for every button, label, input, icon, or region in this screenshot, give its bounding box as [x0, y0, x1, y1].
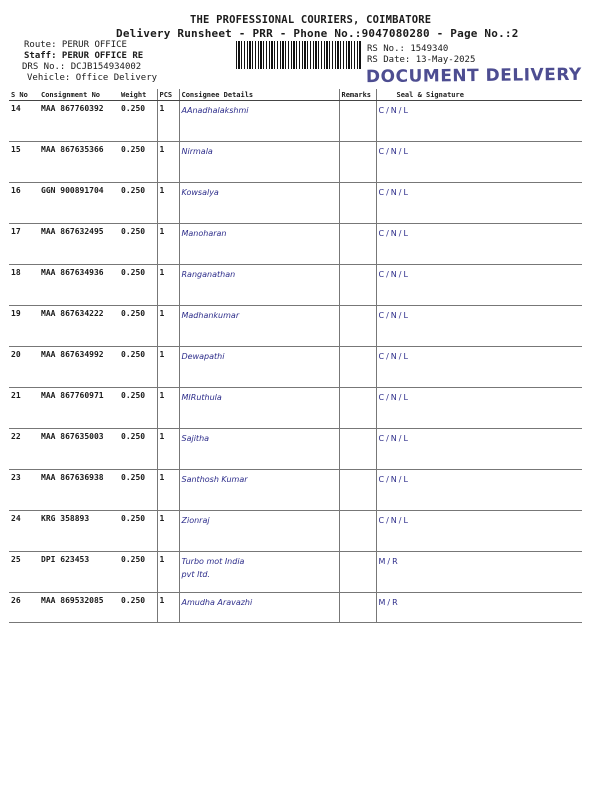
seal-signature: C/N/L	[376, 142, 582, 183]
table-row	[9, 306, 582, 347]
serial-number: 20	[9, 347, 39, 388]
seal-signature: C/N/L	[376, 183, 582, 224]
table-row	[9, 142, 582, 183]
weight-value: 0.250	[119, 552, 157, 593]
seal-signature: C/N/L	[376, 511, 582, 552]
pieces-count: 1	[157, 306, 179, 347]
serial-number: 25	[9, 552, 39, 593]
weight-value: 0.250	[119, 429, 157, 470]
remarks-cell	[339, 552, 376, 593]
pieces-count: 1	[157, 224, 179, 265]
remarks-cell	[339, 388, 376, 429]
consignment-number: MAA 867635366	[39, 142, 119, 183]
serial-number: 19	[9, 306, 39, 347]
consignee-name: Amudha Aravazhi	[179, 593, 339, 623]
weight-value: 0.250	[119, 347, 157, 388]
weight-value: 0.250	[119, 101, 157, 142]
seal-signature: M/R	[376, 593, 582, 623]
table-header-row	[9, 89, 582, 101]
barcode-image	[236, 41, 361, 69]
column-header: Remarks	[339, 89, 376, 101]
seal-signature: C/N/L	[376, 101, 582, 142]
column-header: S No	[9, 89, 39, 101]
seal-signature: C/N/L	[376, 347, 582, 388]
remarks-cell	[339, 224, 376, 265]
consignment-number: KRG 358893	[39, 511, 119, 552]
consignment-number: MAA 867636938	[39, 470, 119, 511]
seal-signature: C/N/L	[376, 265, 582, 306]
serial-number: 15	[9, 142, 39, 183]
consignee-name: MIRuthula	[179, 388, 339, 429]
consignee-name: AAnadhalakshmi	[179, 101, 339, 142]
serial-number: 17	[9, 224, 39, 265]
remarks-cell	[339, 142, 376, 183]
remarks-cell	[339, 511, 376, 552]
document-delivery-stamp: DOCUMENT DELIVERY	[365, 64, 582, 88]
weight-value: 0.250	[119, 593, 157, 623]
runsheet-table	[9, 89, 582, 623]
pieces-count: 1	[157, 101, 179, 142]
remarks-cell	[339, 347, 376, 388]
table-row	[9, 347, 582, 388]
weight-value: 0.250	[119, 183, 157, 224]
remarks-cell	[339, 265, 376, 306]
pieces-count: 1	[157, 388, 179, 429]
table-row	[9, 101, 582, 142]
weight-value: 0.250	[119, 224, 157, 265]
company-title: THE PROFESSIONAL COURIERS, COIMBATORE	[190, 14, 432, 26]
pieces-count: 1	[157, 142, 179, 183]
consignee-name: Madhankumar	[179, 306, 339, 347]
weight-value: 0.250	[119, 470, 157, 511]
weight-value: 0.250	[119, 388, 157, 429]
rs-date: RS Date: 13-May-2025	[367, 55, 476, 65]
serial-number: 26	[9, 593, 39, 623]
seal-signature: M/R	[376, 552, 582, 593]
seal-signature: C/N/L	[376, 429, 582, 470]
consignment-number: MAA 867760392	[39, 101, 119, 142]
remarks-cell	[339, 306, 376, 347]
consignee-name: Turbo mot India pvt ltd.	[179, 552, 339, 593]
seal-signature: C/N/L	[376, 470, 582, 511]
table-row	[9, 265, 582, 306]
remarks-cell	[339, 101, 376, 142]
table-row	[9, 183, 582, 224]
weight-value: 0.250	[119, 265, 157, 306]
consignment-number: MAA 867634936	[39, 265, 119, 306]
column-header: PCS	[157, 89, 179, 101]
serial-number: 22	[9, 429, 39, 470]
pieces-count: 1	[157, 593, 179, 623]
rs-number: RS No.: 1549340	[367, 44, 449, 54]
vehicle-label: Vehicle: Office Delivery	[27, 73, 158, 83]
consignee-name: Kowsalya	[179, 183, 339, 224]
weight-value: 0.250	[119, 142, 157, 183]
consignee-name: Santhosh Kumar	[179, 470, 339, 511]
seal-signature: C/N/L	[376, 224, 582, 265]
pieces-count: 1	[157, 429, 179, 470]
remarks-cell	[339, 470, 376, 511]
serial-number: 24	[9, 511, 39, 552]
consignee-name: Nirmala	[179, 142, 339, 183]
table-row	[9, 470, 582, 511]
consignee-name: Manoharan	[179, 224, 339, 265]
serial-number: 18	[9, 265, 39, 306]
consignment-number: MAA 867634992	[39, 347, 119, 388]
weight-value: 0.250	[119, 306, 157, 347]
pieces-count: 1	[157, 183, 179, 224]
consignee-name: Dewapathi	[179, 347, 339, 388]
column-header: Consignee Details	[179, 89, 339, 101]
table-row	[9, 224, 582, 265]
consignee-name: Sajitha	[179, 429, 339, 470]
column-header: Weight	[119, 89, 157, 101]
remarks-cell	[339, 429, 376, 470]
pieces-count: 1	[157, 265, 179, 306]
consignment-number: MAA 867632495	[39, 224, 119, 265]
seal-signature: C/N/L	[376, 388, 582, 429]
table-row	[9, 593, 582, 623]
weight-value: 0.250	[119, 511, 157, 552]
table-row	[9, 388, 582, 429]
seal-signature: C/N/L	[376, 306, 582, 347]
runsheet-subtitle: Delivery Runsheet - PRR - Phone No.:9047080280 - Page No.:2	[116, 27, 519, 40]
serial-number: 21	[9, 388, 39, 429]
consignment-number: MAA 869532085	[39, 593, 119, 623]
serial-number: 14	[9, 101, 39, 142]
route-label: Route: PERUR OFFICE	[24, 40, 127, 50]
pieces-count: 1	[157, 470, 179, 511]
consignment-number: GGN 900891704	[39, 183, 119, 224]
consignment-number: MAA 867635003	[39, 429, 119, 470]
staff-label: Staff: PERUR OFFICE RE	[24, 51, 144, 61]
consignee-name: Zionraj	[179, 511, 339, 552]
consignment-number: MAA 867760971	[39, 388, 119, 429]
remarks-cell	[339, 183, 376, 224]
drs-number: DRS No.: DCJB154934002	[22, 62, 142, 72]
column-header: Seal & Signature	[376, 89, 582, 101]
serial-number: 23	[9, 470, 39, 511]
table-row	[9, 552, 582, 593]
consignee-name: Ranganathan	[179, 265, 339, 306]
table-row	[9, 511, 582, 552]
serial-number: 16	[9, 183, 39, 224]
column-header: Consignment No	[39, 89, 119, 101]
pieces-count: 1	[157, 347, 179, 388]
table-row	[9, 429, 582, 470]
consignment-number: DPI 623453	[39, 552, 119, 593]
pieces-count: 1	[157, 552, 179, 593]
pieces-count: 1	[157, 511, 179, 552]
remarks-cell	[339, 593, 376, 623]
consignment-number: MAA 867634222	[39, 306, 119, 347]
